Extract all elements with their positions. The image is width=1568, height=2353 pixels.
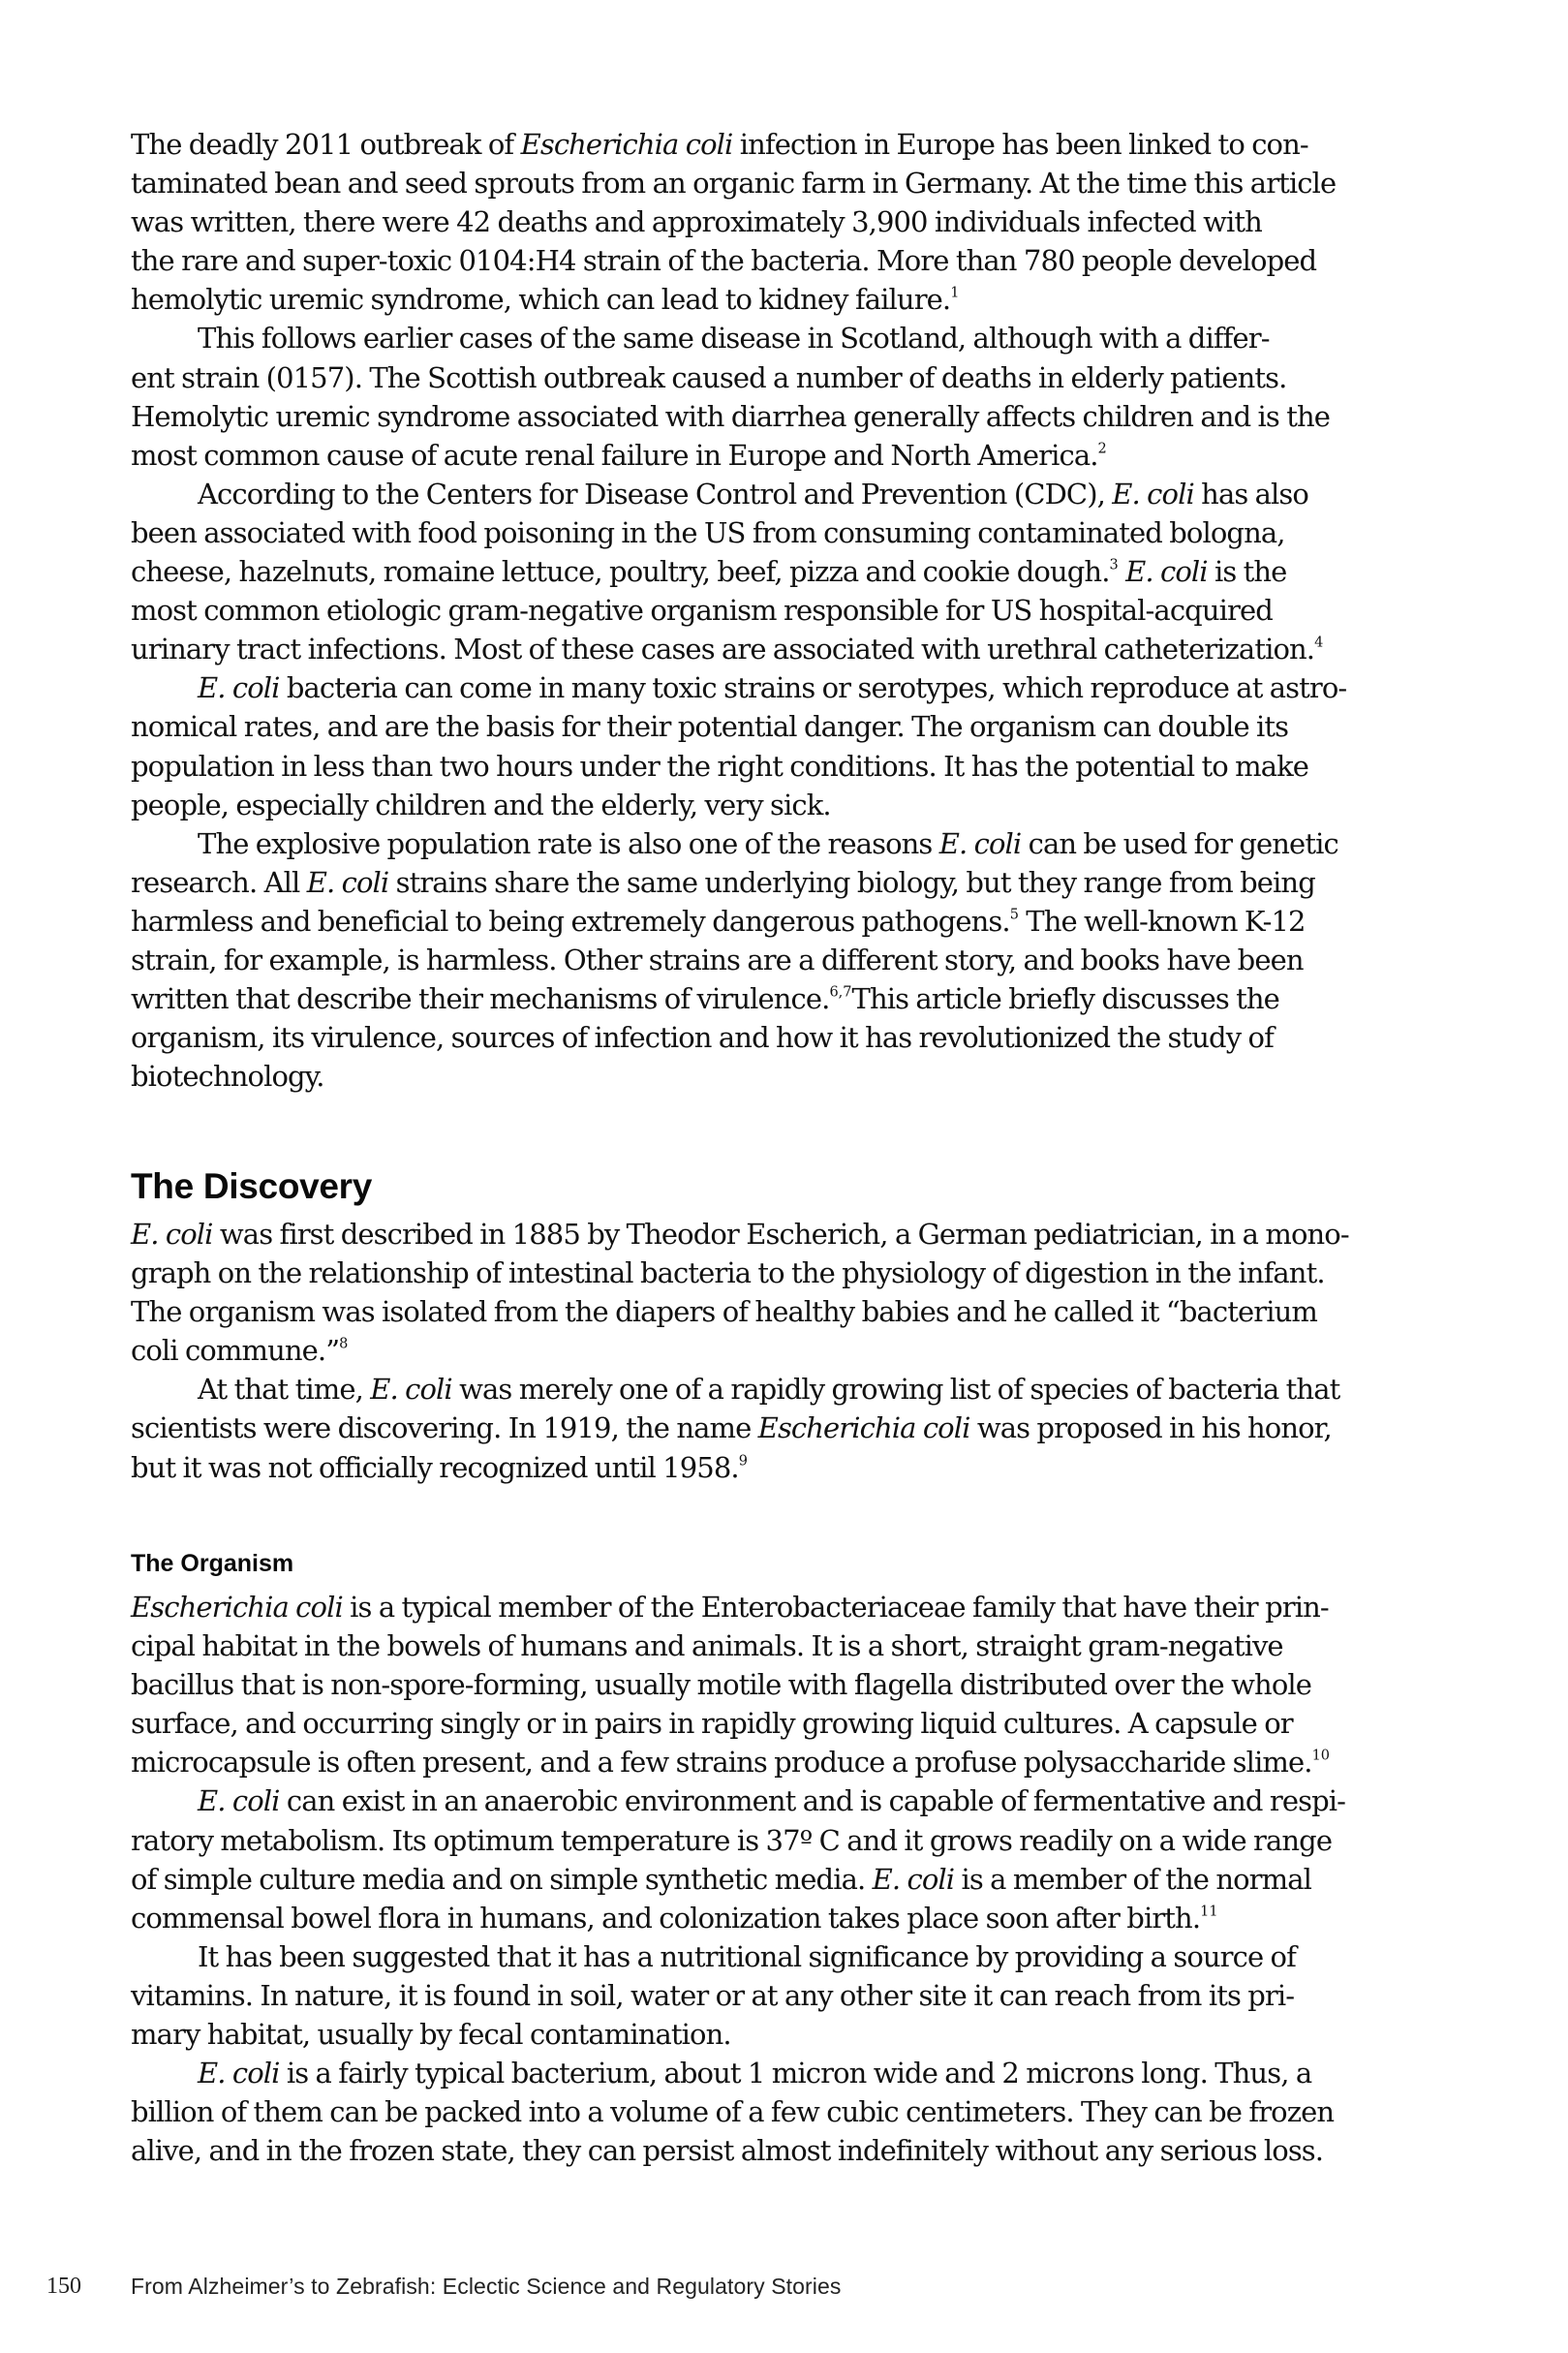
text-line — [131, 164, 1438, 202]
text-run: It has been suggested that it has a nutritional significance by providing a source of — [198, 1939, 1296, 1973]
text-run: the rare and super-toxic 0104:H4 strain of the bacteria. More than 780 people developed — [131, 244, 1317, 278]
text-line — [131, 902, 1438, 941]
footnote-ref: 4 — [1314, 635, 1324, 651]
italic-term: E. coli — [938, 826, 1022, 860]
text-line — [131, 397, 1438, 436]
text-line — [131, 1781, 1438, 1820]
text-line — [131, 319, 1438, 357]
italic-term: E. coli — [131, 1218, 213, 1251]
text-line — [131, 1743, 1438, 1781]
text-run: bacteria can come in many toxic strains or serotypes, which reproduce at astro- — [279, 671, 1347, 705]
text-run: microcapsule is often present, and a few strains produce a profuse polysaccharide slime. — [131, 1746, 1312, 1780]
text-line — [131, 1588, 1438, 1626]
paragraph — [131, 824, 1438, 1097]
page-number: 150 — [46, 2274, 81, 2299]
text-run: surface, and occurring singly or in pairs in rapidly growing liquid cultures. A capsule or — [131, 1707, 1293, 1741]
text-line — [131, 1976, 1438, 2015]
italic-term: E. coli — [198, 671, 280, 705]
text-run: is a fairly typical bacterium, about 1 micron wide and 2 microns long. Thus, a — [279, 2057, 1312, 2090]
footnote-ref: 10 — [1311, 1749, 1331, 1765]
text-run: The deadly 2011 outbreak of — [131, 128, 521, 161]
text-line — [131, 863, 1438, 902]
footnote-ref: 8 — [339, 1336, 349, 1352]
text-run: was written, there were 42 deaths and approximately 3,900 individuals infected with — [131, 205, 1262, 239]
text-run — [1119, 555, 1125, 588]
text-run: cipal habitat in the bowels of humans and animals. It is a short, straight gram-negative — [131, 1629, 1283, 1663]
text-line — [131, 1626, 1438, 1665]
text-line — [131, 1254, 1438, 1292]
italic-term: E. coli — [872, 1862, 955, 1896]
text-line — [131, 1215, 1438, 1254]
text-run: people, especially children and the elderly, very sick. — [131, 788, 831, 821]
text-run: urinary tract infections. Most of these cases are associated with urethral catheterization. — [131, 633, 1315, 666]
text-run: was proposed in his honor, — [969, 1411, 1332, 1445]
text-line — [131, 1821, 1438, 1860]
footnote-ref: 1 — [950, 286, 960, 302]
text-line — [131, 1370, 1438, 1409]
text-run: is the — [1207, 555, 1287, 589]
text-line — [131, 1018, 1438, 1057]
text-run: alive, and in the frozen state, they can persist almost indefinitely without any serious loss. — [131, 2134, 1324, 2168]
text-run: of simple culture media and on simple synthetic media. — [131, 1862, 873, 1896]
text-run: has also — [1193, 477, 1308, 511]
text-line — [131, 1057, 1438, 1096]
text-run: vitamins. In nature, it is found in soil, water or at any other site it can reach from its pri- — [131, 1978, 1295, 2012]
footnote-ref: 9 — [738, 1453, 748, 1470]
text-run: can be used for genetic — [1021, 826, 1338, 860]
text-run: ratory metabolism. Its optimum temperature is 37º C and it grows readily on a wide range — [131, 1823, 1333, 1857]
text-run: graph on the relationship of intestinal bacteria to the physiology of digestion in the infant. — [131, 1256, 1325, 1290]
text-run: According to the Centers for Disease Control and Prevention (CDC), — [198, 477, 1113, 511]
italic-term: Escherichia coli — [757, 1411, 970, 1445]
text-line — [131, 436, 1438, 475]
text-run: is a member of the normal — [954, 1862, 1312, 1896]
paragraph — [131, 125, 1438, 319]
text-run: mary habitat, usually by fecal contamination. — [131, 2018, 731, 2052]
text-run: population in less than two hours under the right conditions. It has the potential to make — [131, 749, 1309, 783]
footnote-ref: 3 — [1109, 557, 1119, 573]
text-line — [131, 668, 1438, 707]
running-footer-title: From Alzheimer’s to Zebrafish: Eclectic Science and Regulatory Stories — [131, 2274, 842, 2299]
paragraph — [131, 1781, 1438, 1936]
text-run: ent strain (0157). The Scottish outbreak caused a number of deaths in elderly patients. — [131, 360, 1287, 394]
text-line — [131, 358, 1438, 397]
text-line — [131, 1331, 1438, 1370]
text-line — [131, 1448, 1438, 1487]
text-run: can exist in an anaerobic environment and is capable of fermentative and respi- — [279, 1784, 1346, 1818]
text-line — [131, 2131, 1438, 2170]
italic-term: E. coli — [1125, 555, 1208, 589]
text-run: cheese, hazelnuts, romaine lettuce, poultry, beef, pizza and cookie dough. — [131, 555, 1110, 589]
text-run: been associated with food poisoning in the US from consuming contaminated bologna, — [131, 515, 1285, 549]
italic-term: E. coli — [198, 2057, 280, 2090]
section-heading-discovery: The Discovery — [131, 1166, 373, 1206]
text-line — [131, 1665, 1438, 1704]
text-run: billion of them can be packed into a volume of a few cubic centimeters. They can be frozen — [131, 2095, 1335, 2129]
text-run: At that time, — [198, 1373, 371, 1407]
text-run: This article briefly discusses the — [851, 982, 1279, 1016]
text-line — [131, 280, 1438, 319]
text-run: organism, its virulence, sources of infection and how it has revolutionized the study of — [131, 1021, 1274, 1055]
text-run: commensal bowel flora in humans, and colonization takes place soon after birth. — [131, 1901, 1201, 1935]
paragraph — [131, 1215, 1438, 1370]
text-run: hemolytic uremic syndrome, which can lead to kidney failure. — [131, 283, 951, 317]
footnote-ref: 6,7 — [829, 984, 852, 1001]
text-line — [131, 1937, 1438, 1976]
text-run: taminated bean and seed sprouts from an organic farm in Germany. At the time this article — [131, 167, 1337, 201]
text-line — [131, 241, 1438, 280]
text-run: The explosive population rate is also one of the reasons — [198, 826, 939, 860]
text-run: most common etiologic gram-negative organism responsible for US hospital-acquired — [131, 594, 1273, 628]
text-line — [131, 2054, 1438, 2092]
paragraph — [131, 1588, 1438, 1781]
text-line — [131, 1860, 1438, 1899]
text-run: but it was not officially recognized until 1958. — [131, 1450, 739, 1484]
text-line — [131, 707, 1438, 746]
text-run: strains share the same underlying biology, but they range from being — [388, 865, 1315, 899]
discovery-section — [131, 1215, 1438, 1487]
text-run: Hemolytic uremic syndrome associated with diarrhea generally affects children and is the — [131, 399, 1331, 433]
text-line — [131, 2015, 1438, 2054]
text-line — [131, 125, 1438, 164]
text-line — [131, 1292, 1438, 1331]
text-line — [131, 591, 1438, 630]
text-run: was first described in 1885 by Theodor Escherich, a German pediatrician, in a mono- — [212, 1218, 1349, 1251]
paragraph — [131, 1937, 1438, 2054]
italic-term: E. coli — [198, 1784, 280, 1818]
text-run: biotechnology. — [131, 1060, 324, 1094]
text-line — [131, 824, 1438, 863]
text-run: research. All — [131, 865, 307, 899]
text-run: was merely one of a rapidly growing list of species of bacteria that — [451, 1373, 1340, 1407]
text-line — [131, 747, 1438, 786]
organism-section — [131, 1588, 1438, 2170]
text-line — [131, 786, 1438, 824]
paragraph — [131, 668, 1438, 823]
text-run: harmless and beneficial to being extremely dangerous pathogens. — [131, 904, 1010, 938]
paragraph — [131, 1370, 1438, 1486]
text-run: strain, for example, is harmless. Other strains are a different story, and books have been — [131, 943, 1304, 976]
text-line — [131, 941, 1438, 979]
text-run: written that describe their mechanisms of virulence. — [131, 982, 830, 1016]
footnote-ref: 2 — [1097, 441, 1107, 457]
italic-term: E. coli — [1112, 477, 1194, 511]
text-line — [131, 630, 1438, 668]
footnote-ref: 11 — [1200, 1904, 1218, 1920]
text-line — [131, 552, 1438, 591]
paragraph — [131, 2054, 1438, 2170]
text-run: nomical rates, and are the basis for their potential danger. The organism can double its — [131, 710, 1289, 744]
text-line — [131, 1409, 1438, 1447]
footnote-ref: 5 — [1009, 907, 1019, 923]
italic-term: Escherichia coli — [131, 1591, 343, 1624]
italic-term: E. coli — [306, 865, 389, 899]
text-line — [131, 2092, 1438, 2131]
text-line — [131, 475, 1438, 513]
text-run: This follows earlier cases of the same disease in Scotland, although with a differ- — [198, 322, 1270, 356]
text-line — [131, 979, 1438, 1018]
intro-section — [131, 125, 1438, 1096]
text-run: infection in Europe has been linked to con- — [732, 128, 1308, 161]
text-run: coli commune.” — [131, 1334, 340, 1368]
paragraph — [131, 475, 1438, 668]
italic-term: Escherichia coli — [520, 128, 733, 161]
text-line — [131, 513, 1438, 552]
text-line — [131, 202, 1438, 241]
text-run: bacillus that is non-spore-forming, usually motile with flagella distributed over the whole — [131, 1668, 1312, 1702]
text-run: The organism was isolated from the diapers of healthy babies and he called it “bacterium — [131, 1295, 1317, 1329]
text-run: The well-known K-12 — [1018, 904, 1306, 938]
italic-term: E. coli — [370, 1373, 452, 1407]
text-line — [131, 1899, 1438, 1937]
subsection-heading-organism: The Organism — [131, 1550, 294, 1577]
paragraph — [131, 319, 1438, 474]
text-line — [131, 1704, 1438, 1743]
text-run: scientists were discovering. In 1919, the name — [131, 1411, 758, 1445]
text-run: most common cause of acute renal failure in Europe and North America. — [131, 438, 1098, 472]
text-run: is a typical member of the Enterobacteriaceae family that have their prin- — [342, 1591, 1329, 1624]
